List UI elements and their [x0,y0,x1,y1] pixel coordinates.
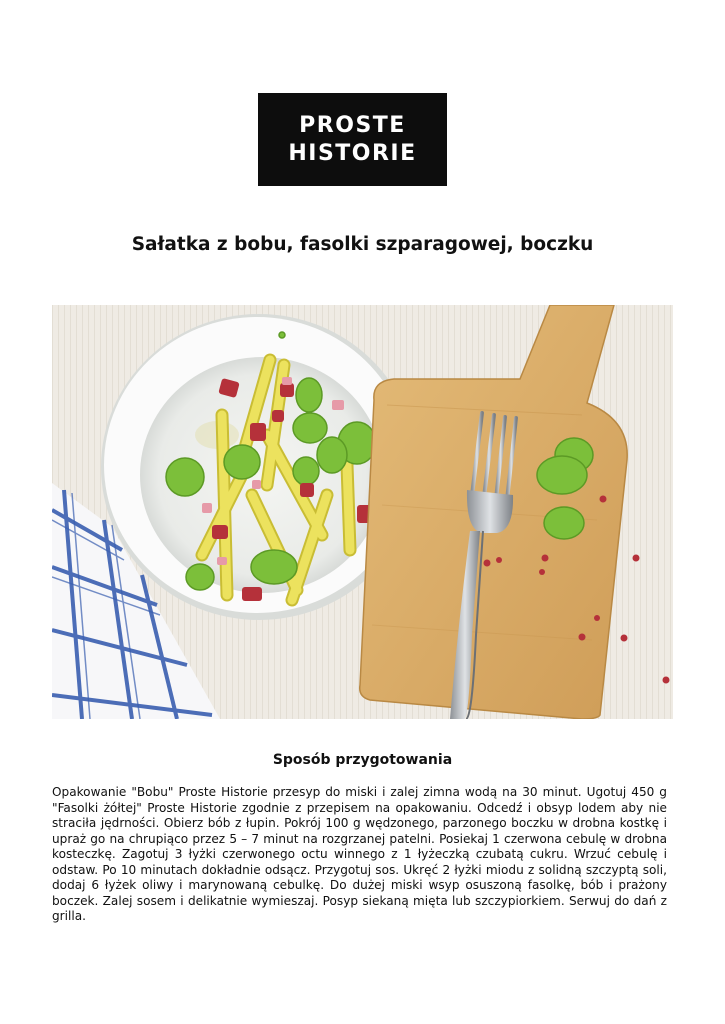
logo-line-2: HISTORIE [288,140,417,166]
method-text: Opakowanie "Bobu" Proste Historie przesyp do miski i zalej zimna wodą na 30 minut. Ugotuj 450 g "Fasolki żółtej" Proste Historie zgodnie z przepisem na opakowaniu. Odcedź i obsyp lodem aby nie straciła jędrności. Obierz bób z łupin. Pokrój 100 g wędzonego, parzonego boczku w drobna kostkę i upraż go na chrupiąco przez 5 – 7 minut na rozgrzanej patelni. Posiekaj 1 czerwona cebulę w drobna kosteczkę. Zagotuj 3 łyżki czerwonego octu winnego z 1 łyżeczką czubatą cukru. Wrzuć cebulę i odstaw. Po 10 minutach dokładnie odsącz. Przygotuj sos. Ukręć 2 łyżki miodu z solidną szczyptą soli, dodaj 6 łyżek oliwy i marynowaną cebulkę. Do dużej miski wsyp osuszoną fasolkę, bób i prażony boczek. Zalej sosem i delikatnie wymieszaj. Posyp siekaną mięta lub szczypiorkiem. Serwuj do dań z grilla. [52,785,667,923]
method-heading: Sposób przygotowania [272,752,453,768]
brand-logo [258,93,447,186]
recipe-title: Sałatka z bobu, fasolki szparagowej, boczku [131,234,594,255]
logo-line-1: PROSTE [299,112,406,138]
recipe-photo [52,305,673,719]
